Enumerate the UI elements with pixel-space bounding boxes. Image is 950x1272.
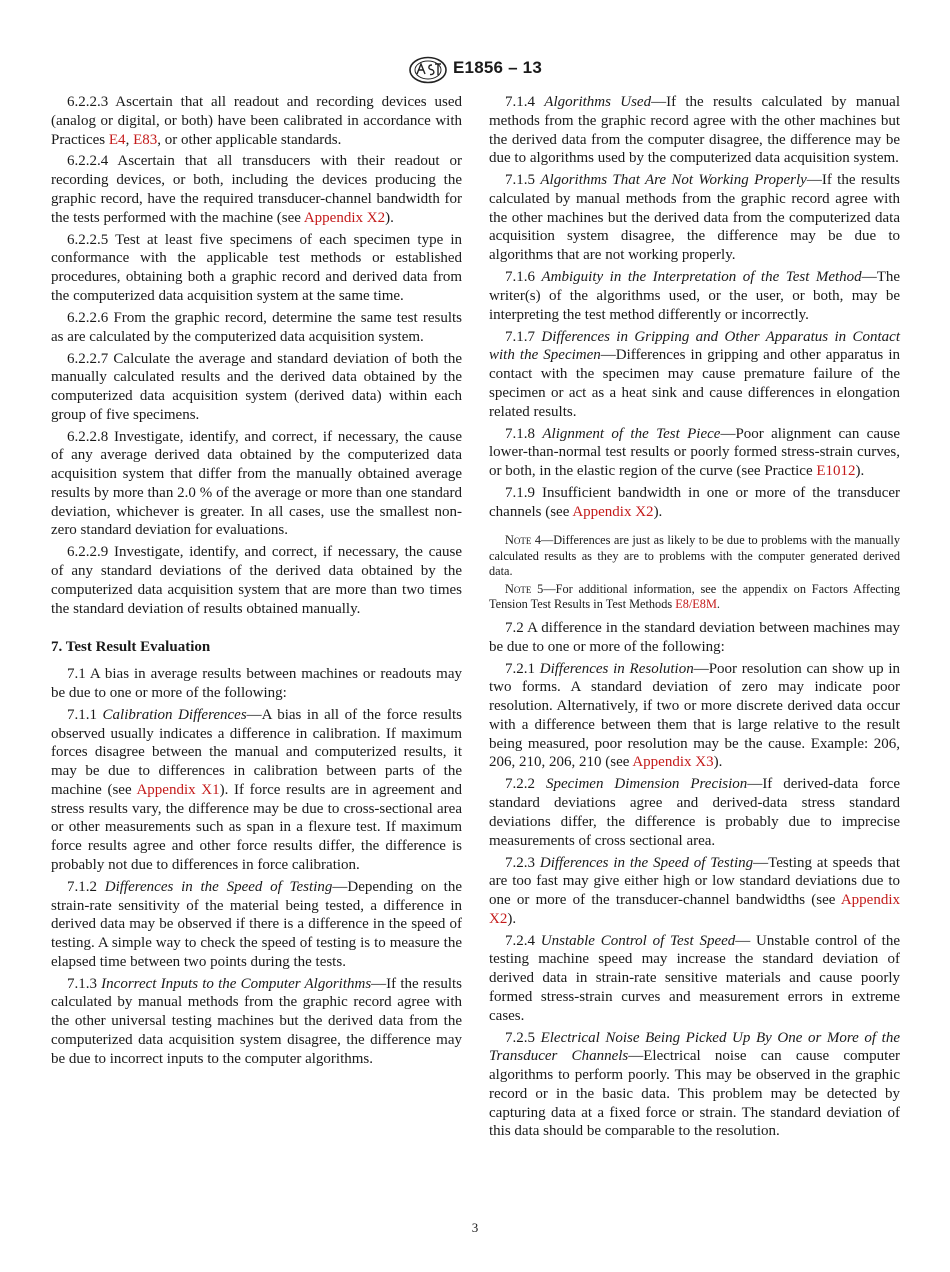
paragraph-6-2-2-7: 6.2.2.7 Calculate the average and standard deviation of both the manually calculated results and the derived data obtained by the computerized data acquisition system (derived data) within each group of five specimens.: [51, 350, 462, 423]
paragraph-7-1-9: 7.1.9 Insufficient bandwidth in one or more of the transducer channels (see Appendix X2).: [489, 484, 900, 520]
paragraph-7-2: 7.2 A difference in the standard deviation between machines may be due to one or more of the following:: [489, 619, 900, 655]
paragraph-6-2-2-9: 6.2.2.9 Investigate, identify, and correct, if necessary, the cause of any standard deviations of the derived data obtained by the computerized data acquisition system that are more than two times the standard deviation of results obtained manually.: [51, 544, 462, 617]
ref-link-e4[interactable]: E4: [108, 131, 126, 148]
page-number: 3: [471, 1220, 479, 1235]
paragraph-7-1-6: 7.1.6 Ambiguity in the Interpretation of the Test Method—The writer(s) of the algorithms used, or the user, or both, may be interpreting the test method differently or incorrectly.: [489, 269, 901, 323]
paragraph-7-1-8: 7.1.8 Alignment of the Test Piece—Poor alignment can cause lower-than-normal test results or poorly formed stress-strain curves, or both, in the elastic region of the curve (see Practice E1012).: [489, 425, 900, 479]
ref-link-appendix-x2[interactable]: Appendix X2: [489, 892, 900, 927]
section-7-heading: 7. Test Result Evaluation: [51, 639, 211, 656]
paragraph-7-2-1: 7.2.1 Differences in Resolution—Poor resolution can show up in two forms. A standard deviation of zero may indicate poor resolution. Alternatively, if two or more discrete derived data occur with a difference between them that is large relative to the result being measured, poor resolution may be the cause. Example: 206, 206, 210, 206, 210 (see Appendix X3).: [489, 660, 900, 771]
paragraph-7-2-2: 7.2.2 Specimen Dimension Precision—If derived-data force standard deviations agree and derived-data stress standard deviations differ, the difference is probably due to imprecise measurements of cross sectional area.: [489, 776, 900, 849]
paragraph-7-1-7: 7.1.7 Differences in Gripping and Other Apparatus in Contact with the Specimen—Differences in gripping and other apparatus in contact with the specimen may cause premature failure of the specimen or act as a heat sink and cause differences in elongation related results.: [489, 328, 900, 420]
paragraph-6-2-2-4: 6.2.2.4 Ascertain that all transducers with their readout or recording devices, or both, including the devices producing the graphic record, have the required transducer-channel bandwidth for the tests performed with the machine (see Appendix X2).: [51, 153, 462, 226]
ref-link-e83[interactable]: E83: [133, 131, 158, 148]
paragraph-7-1: 7.1 A bias in average results between machines or readouts may be due to one or more of the following:: [51, 666, 462, 701]
paragraph-6-2-2-6: 6.2.2.6 From the graphic record, determine the same test results as are calculated by the computerized data acquisition system.: [51, 309, 462, 345]
ref-link-e8-e8m[interactable]: E8/E8M: [675, 597, 717, 612]
note-5: Note 5—For additional information, see the appendix on Factors Affecting Tension Test Results in Test Methods E8/E8M.: [489, 581, 900, 612]
paragraph-7-1-1: 7.1.1 Calibration Differences—A bias in all of the force results observed usually indicates a difference in calibration. If maximum forces disagree between the manual and computerized results, it may be due to differences in calibration between parts of the machine (see Appendix X1). If force results are in agreement and stress results vary, the difference may be due to cross-sectional area or other measurements such as span in a flexure test. If maximum force results agree and other force results differ, the difference is probably not due to differences in force calibration.: [51, 706, 462, 873]
paragraph-6-2-2-5: 6.2.2.5 Test at least five specimens of each specimen type in conformance with the applicable test methods or established procedures, obtaining both a graphic record and derived data from the computerized data acquisition system at the same time.: [51, 231, 462, 304]
paragraph-6-2-2-8: 6.2.2.8 Investigate, identify, and correct, if necessary, the cause of any average derived data obtained by the computerized data acquisition system that differ from the manually obtained average results by more than 2.0 % of the average or more than one standard deviation, whichever is greater. In all cases, use the smallest non-zero standard deviation for evaluations.: [51, 428, 462, 539]
ref-link-e1012[interactable]: E1012: [816, 463, 856, 479]
paragraph-6-2-2-3: 6.2.2.3 Ascertain that all readout and recording devices used (analog or digital, or both) have been calibrated in accordance with Practices E4, E83, or other applicable standards.: [51, 94, 462, 148]
left-column: [51, 93, 462, 1072]
ref-link-appendix-x2[interactable]: Appendix X2: [303, 209, 386, 226]
paragraph-7-1-4: 7.1.4 Algorithms Used—If the results calculated by manual methods from the graphic record agree with the other machines but the derived data from the computer disagree, the difference may be due to algorithms used by the computerized data acquisition system.: [489, 94, 900, 167]
ref-link-appendix-x3[interactable]: Appendix X3: [632, 754, 714, 771]
document-designation: E1856 – 13: [453, 58, 542, 77]
paragraph-7-1-2: 7.1.2 Differences in the Speed of Testing—Depending on the strain-rate sensitivity of the material being tested, a difference in derived data may be observed if there is a difference in the speed of testing. A simple way to check the speed of testing is to measure the elapsed time between two points during the tests.: [51, 878, 462, 970]
paragraph-7-1-3: 7.1.3 Incorrect Inputs to the Computer Algorithms—If the results calculated by manual methods from the graphic record agree with the other universal testing machines but the derived data from the computerized data acquisition system disagree, the difference may be due to incorrect inputs to the computer algorithms.: [51, 975, 462, 1067]
ref-link-appendix-x1[interactable]: Appendix X1: [136, 781, 220, 798]
paragraph-7-2-4: 7.2.4 Unstable Control of Test Speed— Unstable control of the testing machine speed may increase the standard deviation of derived data in strain-rate sensitive materials and cause poorly formed stress-strain curves and measurement errors in extreme cases.: [489, 932, 900, 1024]
right-column: [489, 93, 900, 1144]
astm-logo-icon: [408, 56, 448, 84]
paragraph-7-1-5: 7.1.5 Algorithms That Are Not Working Properly—If the results calculated by manual methods from the graphic record agree with the other machines but the derived data from the computerized data acquisition system disagree, the difference may be due to algorithms that are not working properly.: [489, 172, 901, 264]
paragraph-7-2-3: 7.2.3 Differences in the Speed of Testing—Testing at speeds that are too fast may give either high or low standard deviations due to one or more of the transducer-channel bandwidths (see Appendix X2).: [489, 854, 900, 927]
page-header: [0, 56, 950, 86]
paragraph-7-2-5: 7.2.5 Electrical Noise Being Picked Up By One or More of the Transducer Channels—Electrical noise can cause computer algorithms to perform poorly. This may be observed in the graphic record or in the basic data. This problem may be detected by capturing data at a fixed force or strain. The standard deviation of this data should be comparable to the resolution.: [489, 1029, 900, 1140]
ref-link-appendix-x2[interactable]: Appendix X2: [572, 503, 654, 520]
note-4: Note 4—Differences are just as likely to be due to problems with the manually calculated results as they are to problems with the computer generated derived data.: [489, 533, 900, 579]
